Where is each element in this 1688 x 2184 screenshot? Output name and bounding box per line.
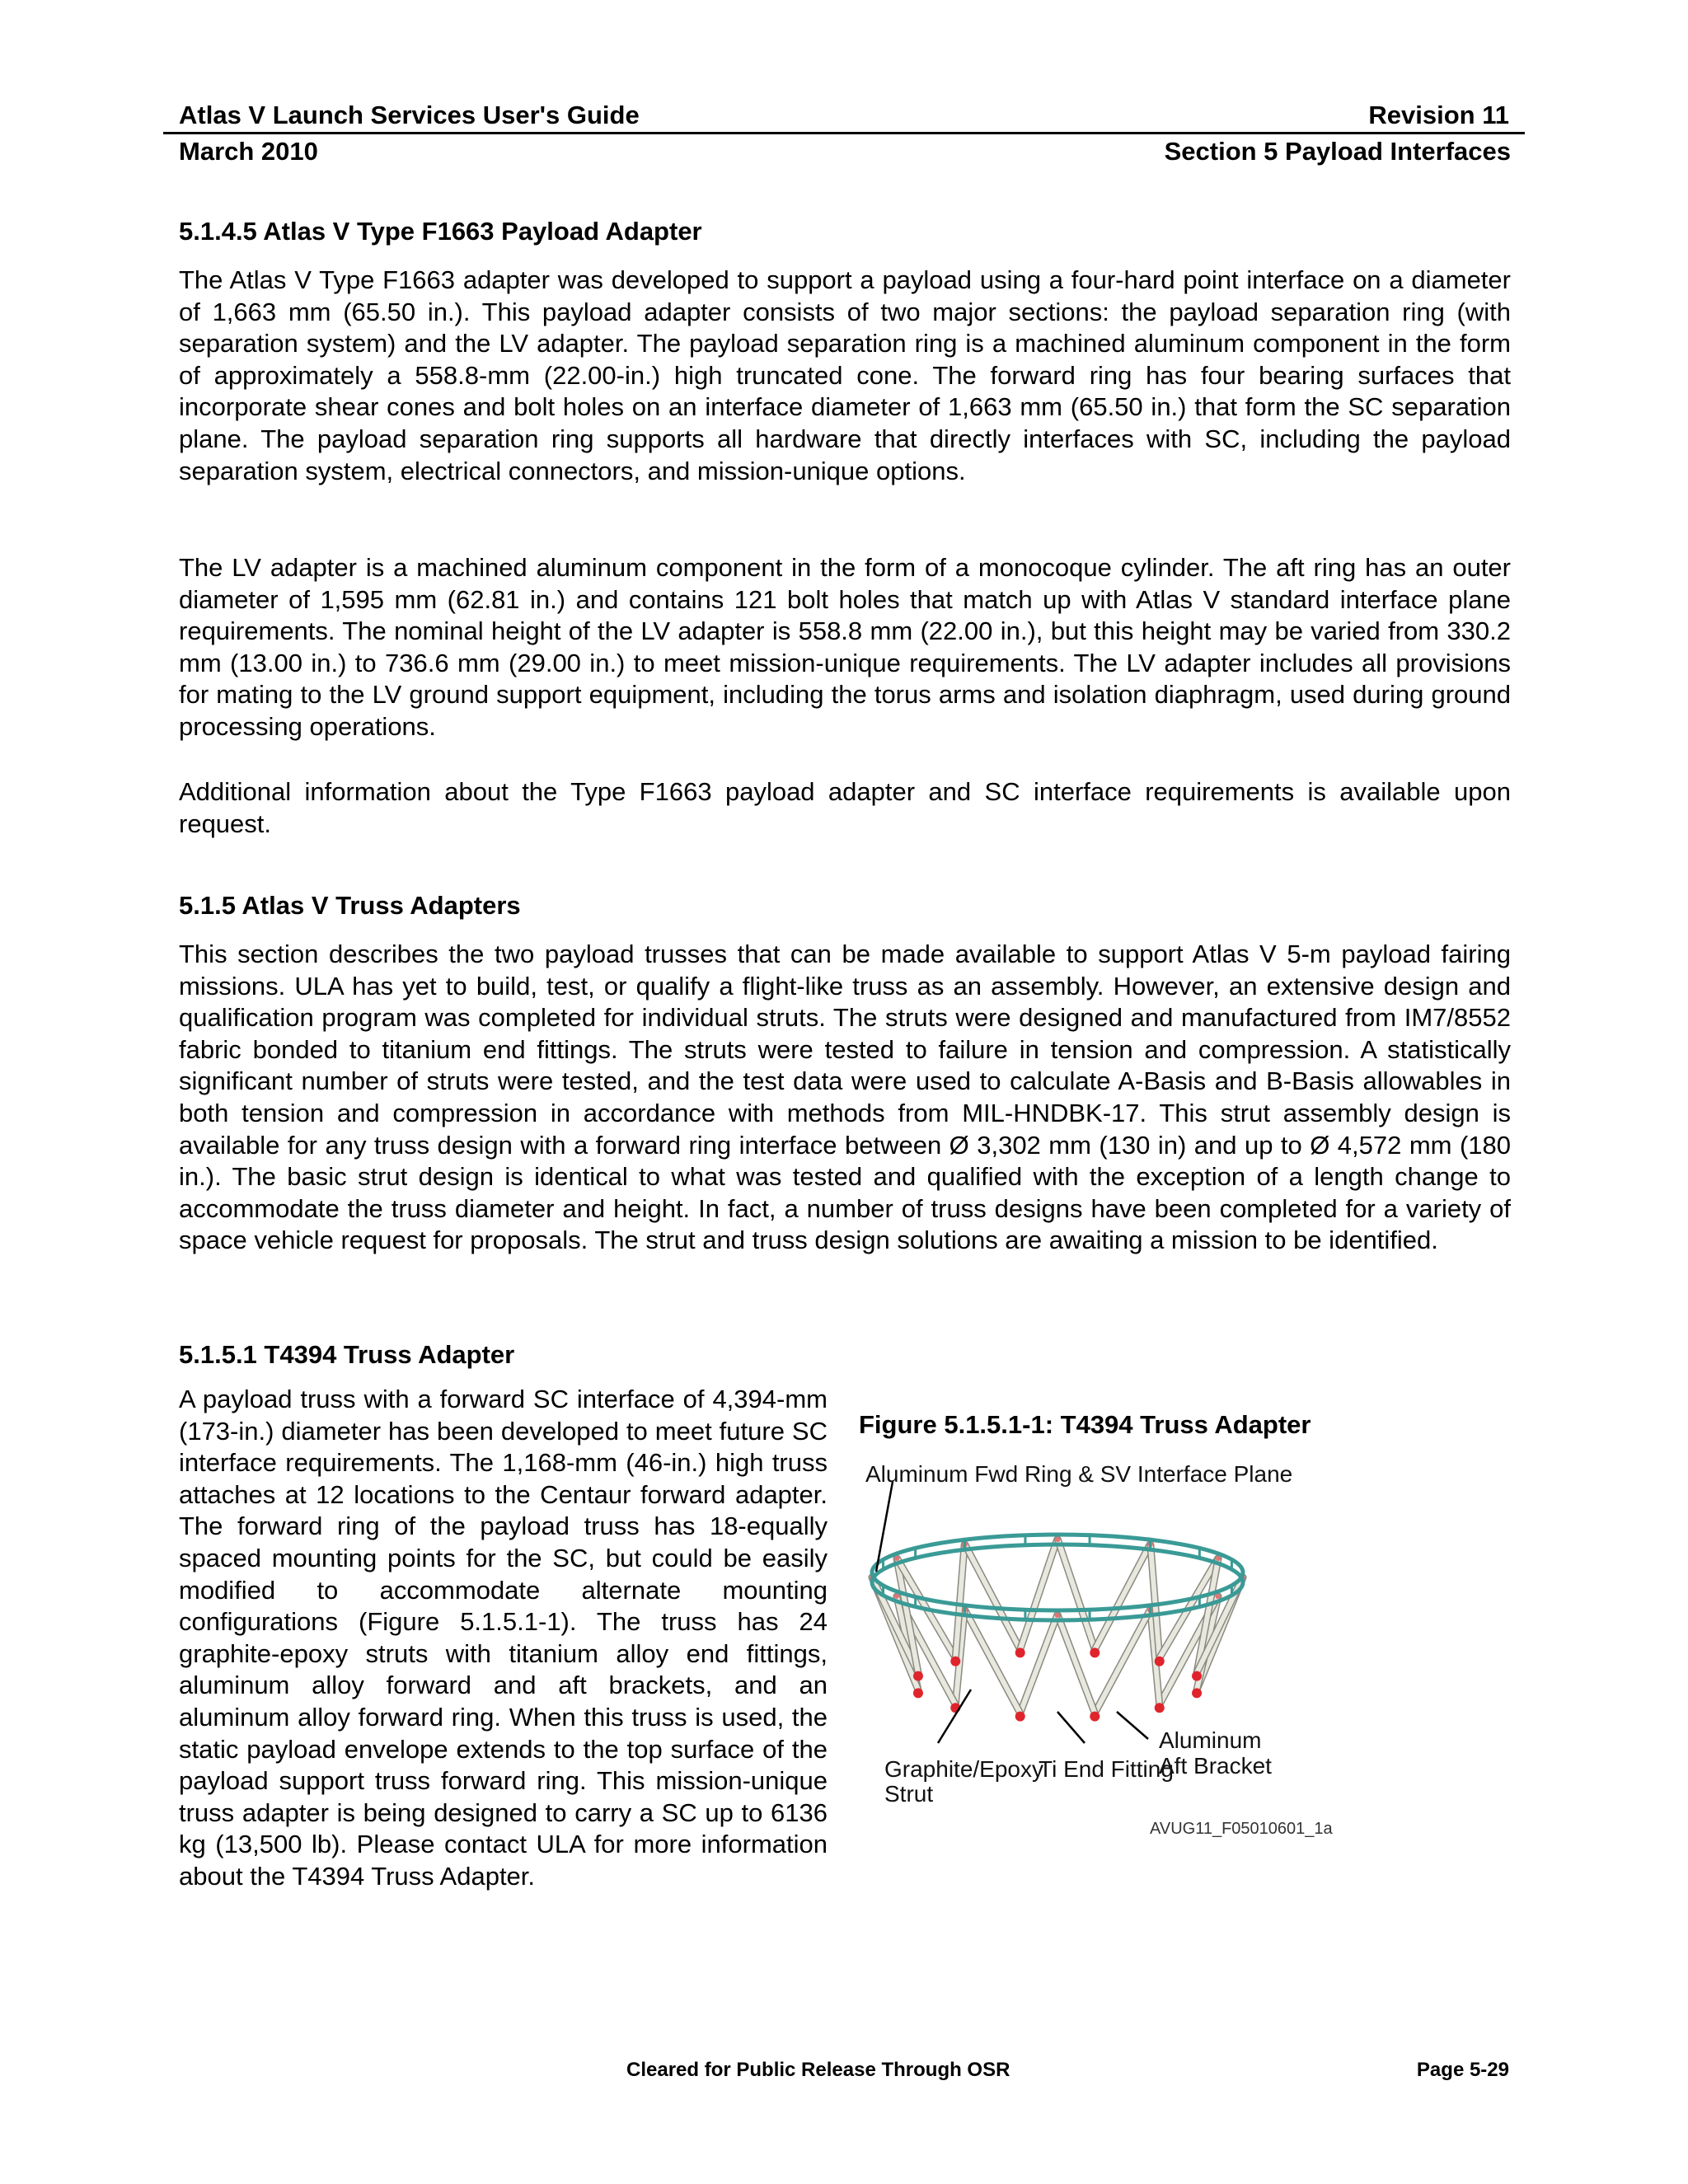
aft-bracket (1090, 1712, 1100, 1722)
struts (870, 1537, 1245, 1722)
forward-bracket (894, 1556, 899, 1561)
paragraph: A payload truss with a forward SC interface of 4,394-mm (173-in.) diameter has been developed to meet future SC interface requirements. The 1,168-mm (46-in.) high truss attaches at 12 locations to the Centaur forward adapter. The forward ring of the payload truss has 18-equally spaced mounting points for the SC, but could be easily modified to accommodate alternate mounting configurations (Figure 5.1.5.1-1). The truss has 24 graphite-epoxy struts with titanium alloy end fittings, aluminum alloy forward and aft brackets, and an aluminum alloy forward ring. When this truss is used, the static payload envelope extends to the top surface of the payload support truss forward ring. This mission-unique truss adapter is being designed to carry a SC up to 6136 kg (13,500 lb). Please contact ULA for more information about the T4394 Truss Adapter. (179, 1385, 828, 1891)
aft-bracket (1155, 1703, 1165, 1713)
release-statement: Cleared for Public Release Through OSR (626, 2059, 1010, 2081)
figure-id: AVUG11_F05010601_1a (1150, 1820, 1333, 1838)
graphite-epoxy-strut (1095, 1610, 1150, 1713)
label-strut-line1: Graphite/Epoxy (884, 1756, 1043, 1782)
aft-bracket (1192, 1671, 1202, 1681)
leader-line-fitting (1057, 1712, 1085, 1743)
figure-caption: Figure 5.1.5.1-1: T4394 Truss Adapter (859, 1410, 1311, 1439)
forward-bracket (894, 1594, 899, 1599)
heading-5-1-5-1: 5.1.5.1 T4394 Truss Adapter (179, 1340, 515, 1369)
forward-bracket (1216, 1594, 1221, 1599)
revision: Revision 11 (1368, 101, 1509, 129)
graphite-epoxy-strut (965, 1610, 1020, 1713)
page-number: Page 5-29 (1416, 2059, 1509, 2081)
label-bracket-line2: Aft Bracket (1159, 1753, 1272, 1779)
document-date: March 2010 (179, 137, 318, 166)
aft-bracket (1192, 1688, 1202, 1698)
graphite-epoxy-strut (1095, 1544, 1150, 1649)
aft-bracket (1015, 1647, 1025, 1657)
label-strut-line2: Strut (884, 1781, 934, 1807)
forward-bracket (1216, 1556, 1221, 1561)
paragraph: The Atlas V Type F1663 adapter was developed to support a payload using a four-hard point interface on a diameter of 1,663 mm (65.50 in.). This payload adapter consists of two major sections: the payload separation ring (with separation system) and the LV adapter. The payload separation ring is a machined aluminum component in the form of approximately a 558.8-mm (22.00-in.) high truncated cone. The forward ring has four bearing surfaces that incorporate shear cones and bolt holes on an interface diameter of 1,663 mm (65.50 in.) that form the SC separation plane. The payload separation ring supports all hardware that directly interfaces with SC, including the payload separation system, electrical connectors, and mission-unique options. (179, 265, 1511, 485)
section-title: Section 5 Payload Interfaces (1164, 137, 1511, 166)
label-bracket-line1: Aluminum (1159, 1727, 1262, 1753)
graphite-epoxy-strut (965, 1544, 1020, 1649)
aft-bracket (950, 1657, 960, 1666)
paragraph: The LV adapter is a machined aluminum component in the form of a monocoque cylinder. The aft ring has an outer diameter of 1,595 mm (62.81 in.) and contains 121 bolt holes that match up with Atlas V standard interface plane requirements. The nominal height of the LV adapter is 558.8 mm (22.00 in.), but this height may be varied from 330.2 mm (13.00 in.) to 736.6 mm (29.00 in.) to meet mission-unique requirements. The LV adapter includes all provisions for mating to the LV ground support equipment, including the torus arms and isolation diaphragm, used during ground processing operations. (179, 553, 1511, 741)
document-title: Atlas V Launch Services User's Guide (179, 101, 640, 129)
aft-bracket (913, 1671, 923, 1681)
label-ti-end-fitting: Ti End Fitting (1039, 1756, 1174, 1782)
heading-5-1-4-5: 5.1.4.5 Atlas V Type F1663 Payload Adapter (179, 217, 702, 246)
leader-line-bracket (1117, 1712, 1148, 1739)
aft-bracket (1015, 1712, 1025, 1722)
aft-bracket (1090, 1647, 1100, 1657)
forward-bracket (1055, 1537, 1060, 1542)
label-forward-ring: Aluminum Fwd Ring & SV Interface Plane (865, 1461, 1293, 1487)
paragraph: Additional information about the Type F1663 payload adapter and SC interface requirements is available upon request. (179, 777, 1511, 838)
aft-bracket (913, 1688, 923, 1698)
forward-bracket (1055, 1613, 1060, 1618)
paragraph: This section describes the two payload trusses that can be made available to support Atlas V 5-m payload fairing missions. ULA has yet to build, test, or qualify a flight-like truss as an assembly. However, an extensive design and qualification program was completed for individual struts. The struts were designed and manufactured from IM7/8552 fabric bonded to titanium end fittings. The struts were tested to failure in tension and compression. A statistically significant number of struts were tested, and the test data were used to calculate A-Basis and B-Basis allowables in both tension and compression in accordance with methods from MIL-HNDBK-17. This strut assembly design is available for any truss design with a forward ring interface between Ø 3,302 mm (130 in) and up to Ø 4,572 mm (180 in.). The basic strut design is identical to what was tested and qualified with the exception of a length change to accommodate the truss diameter and height. In fact, a number of truss designs have been completed for a variety of space vehicle request for proposals. The strut and truss design solutions are awaiting a mission to be identified. (179, 940, 1511, 1255)
aft-bracket (1155, 1657, 1165, 1666)
heading-5-1-5: 5.1.5 Atlas V Truss Adapters (179, 891, 521, 920)
